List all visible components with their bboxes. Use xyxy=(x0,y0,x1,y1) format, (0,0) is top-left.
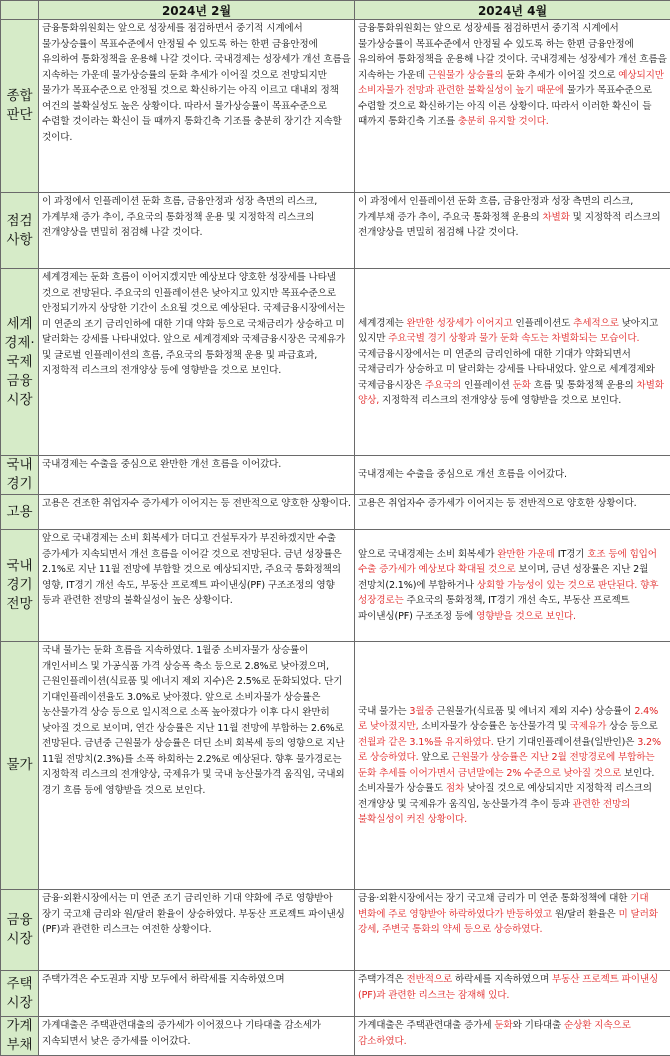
row-category: 고용 xyxy=(1,495,39,530)
changed-text: 예상되지만 소비자물가 전망과 관련한 불확실성이 높기 때문에 xyxy=(358,70,664,97)
text-segment: 원/달러 환율은 xyxy=(552,909,619,920)
text-segment: 금융통화위원회는 앞으로 성장세를 점검하면서 중기적 시계에서 물가상승률이 목표수준에서 안정될 수 있도록 하는 한편 금융안정에 유의하여 통화정책을 운용해 나갈 것이다. 국내경제는 성장세가 개선 흐름을 지속하는 가운데 xyxy=(358,23,667,81)
text-segment: 앞으로 국내경제는 소비 회복세가 xyxy=(358,549,497,560)
changed-text: 부동산 프로젝트 파이낸싱(PF)과 관련한 리스크는 잠재해 있다. xyxy=(358,974,658,1001)
cell-apr xyxy=(355,642,670,890)
changed-text: 3월중 xyxy=(409,706,433,717)
table-row xyxy=(1,495,670,530)
text-segment: 가계대출은 주택관련대출 증가세 xyxy=(358,1020,494,1031)
changed-text: 전반적으로 xyxy=(407,974,453,985)
text-segment: 앞으로 xyxy=(419,752,452,763)
changed-text: 기대 변화에 주로 영향받아 하락하였다가 반등하였고 xyxy=(358,893,649,920)
table-row xyxy=(1,269,670,456)
header-apr: 2024년 4월 xyxy=(355,1,670,20)
changed-text: 점차 xyxy=(446,783,464,794)
text-segment: 하락세를 지속하였으며 xyxy=(452,974,552,985)
text-segment: 보인다. 소비자물가 상승률도 xyxy=(358,768,654,795)
changed-text: 미 달러화 강세, 주변국 통화의 약세 등으로 상승하였다. xyxy=(358,909,658,936)
text-segment: 낮아질 것으로 예상되지만 지정학적 리스크의 전개양상 및 국제유가 움직임, 농산물가격 추이 등과 xyxy=(358,783,652,810)
changed-text: 상회할 가능성이 있는 것으로 판단된다. 향후 성장경로는 xyxy=(358,580,658,607)
text-segment: 둔화 추세가 이어질 것으로 xyxy=(503,70,618,81)
text-segment: 국내 물가는 xyxy=(358,706,409,717)
changed-text: 영향받을 것으로 보인다. xyxy=(476,611,576,622)
cell-feb xyxy=(39,890,355,971)
table-row xyxy=(1,642,670,890)
text-segment: 주택가격은 xyxy=(358,974,407,985)
cell-apr xyxy=(355,193,670,269)
changed-text: 주요국의 xyxy=(425,380,461,391)
changed-text: 충분히 유지할 것이다. xyxy=(458,116,549,127)
text-segment: IT경기 xyxy=(555,549,587,560)
table-row xyxy=(1,530,670,642)
table-row xyxy=(1,193,670,269)
table-row xyxy=(1,456,670,495)
row-category: 국내 경기 xyxy=(1,456,39,495)
changed-text: 완만한 가운데 xyxy=(497,549,555,560)
header-row xyxy=(1,1,670,20)
text-segment: 금융·외환시장에서는 장기 국고채 금리가 미 연준 통화정책에 대한 xyxy=(358,893,630,904)
text-segment: 인플레이션 xyxy=(461,380,512,391)
text-segment: 상승 등으로 xyxy=(606,721,657,732)
changed-text: 완만한 성장세가 이어지고 xyxy=(407,318,513,329)
row-category: 세계 경제· 국제 금융 시장 xyxy=(1,269,39,456)
text-segment: 국제금융시장에서는 미 연준의 금리인하에 대한 기대가 약화되면서 국채금리가 상승하고 미 달러화는 강세를 나타내었다. 앞으로 세계경제와 국제금융시장은 xyxy=(358,349,655,391)
row-category: 가계 부채 xyxy=(1,1017,39,1056)
text-segment: 고용은 견조한 취업자수 증가세가 이어지는 등 전반적으로 양호한 상황이다. xyxy=(42,498,351,509)
text-segment: 주택가격은 수도권과 지방 모두에서 하락세를 지속하였으며 xyxy=(42,974,284,985)
row-category: 종합 판단 xyxy=(1,20,39,193)
cell-apr xyxy=(355,495,670,530)
cell-apr xyxy=(355,1017,670,1056)
cell-feb xyxy=(39,1017,355,1056)
row-category: 주택 시장 xyxy=(1,971,39,1017)
text-segment: 근원물가(식료품 및 에너지 제외 지수) 상승률이 xyxy=(434,706,635,717)
text-segment: 주요국의 통화정책, IT경기 개선 속도, 부동산 프로젝트 파이낸싱(PF) 구조조정 등에 xyxy=(358,595,630,622)
text-segment: 및 지정학적 리스크의 전개양상을 면밀히 점검해 나갈 것이다. xyxy=(358,212,661,239)
table-row xyxy=(1,1017,670,1056)
text-segment: 인플레이션도 xyxy=(513,318,574,329)
changed-text: 관련한 전망의 불확실성이 커진 상황이다. xyxy=(358,799,630,826)
cell-apr xyxy=(355,20,670,193)
text-segment: 소비자물가 상승률은 농산물가격 및 xyxy=(419,721,570,732)
text-segment: 국내 물가는 둔화 흐름을 지속하였다. 1월중 소비자물가 상승률이 개인서비스 및 가공식품 가격 상승폭 축소 등으로 2.8%로 낮아졌으며, 근원인플레이션(식료품 및 에너지 제외 지수)은 2.5%로 둔화되었다. 단기 기대인플레이션율도 3.0%로 낮아졌다. 앞으로 소비자물가 상승률은 농산물가격 상승 등으로 일시적으로 소폭 높아졌다가 이후 다시 완만히 낮아질 것으로 보이며, 연간 상승률은 지난 11월 전망에 부합하는 2.6%로 전망된다. 금년중 근원물가 상승률은 더딘 소비 회복세 등의 영향으로 지난 11월 전망치(2.3%)를 소폭 하회하는 2.2%로 예상된다. 향후 물가경로는 지정학적 리스크의 전개양상, 국제유가 및 국내 농산물가격 움직임, 국내외 경기 흐름 등에 영향받을 것으로 보인다. xyxy=(42,645,345,796)
text-segment: 이 과정에서 인플레이션 둔화 흐름, 금융안정과 성장 측면의 리스크, 가계부채 증가 추이, 주요국의 통화정책 운용 및 지정학적 리스크의 전개양상을 면밀히 점검해 나갈 것이다. xyxy=(42,196,317,238)
cell-apr xyxy=(355,971,670,1017)
table-row xyxy=(1,890,670,971)
row-category: 금융 시장 xyxy=(1,890,39,971)
text-segment: 고용은 취업자수 증가세가 이어지는 등 전반적으로 양호한 상황이다. xyxy=(358,498,637,509)
table-row xyxy=(1,971,670,1017)
changed-text: 둔화 xyxy=(494,1020,512,1031)
text-segment: 국내경제는 수출을 중심으로 완만한 개선 흐름을 이어갔다. xyxy=(42,459,281,470)
cell-apr xyxy=(355,530,670,642)
header-feb: 2024년 2월 xyxy=(39,1,355,20)
row-category: 물가 xyxy=(1,642,39,890)
text-segment: 금융·외환시장에서는 미 연준 조기 금리인하 기대 약화에 주로 영향받아 장기 국고채 금리와 원/달러 환율이 상승하였다. 부동산 프로젝트 파이낸싱(PF)과 관련한 리스크는 여전한 상황이다. xyxy=(42,893,345,935)
changed-text: 호조 등에 힘입어 수출 증가세가 예상보다 확대될 것으로 xyxy=(358,549,657,576)
text-segment: 낮아지고 있지만 xyxy=(358,318,658,345)
cell-apr xyxy=(355,890,670,971)
text-segment: 흐름 및 통화정책 운용의 xyxy=(531,380,637,391)
cell-feb xyxy=(39,269,355,456)
cell-feb xyxy=(39,642,355,890)
text-segment: 국내경제는 수출을 중심으로 개선 흐름을 이어갔다. xyxy=(358,469,567,480)
cell-feb xyxy=(39,530,355,642)
text-segment: 지정학적 리스크의 전개양상 등에 영향받을 것으로 보인다. xyxy=(379,395,621,406)
cell-feb xyxy=(39,971,355,1017)
header-blank xyxy=(1,1,39,20)
changed-text: 차별화 양상, xyxy=(358,380,664,407)
cell-feb xyxy=(39,456,355,495)
table-row xyxy=(1,20,670,193)
text-segment: 물가가 목표수준으로 수렴할 것으로 확신하기는 아직 이른 상황이다. 따라서 이러한 확신이 들 때까지 통화긴축 기조를 xyxy=(358,85,652,127)
changed-text: 추세적으로 xyxy=(573,318,619,329)
text-segment: 가계대출은 주택관련대출의 증가세가 이어졌으나 기타대출 감소세가 지속되면서 낮은 증가세를 이어갔다. xyxy=(42,1020,321,1047)
text-segment: 앞으로 국내경제는 소비 회복세가 더디고 건설투자가 부진하겠지만 수출 증가세가 지속되면서 개선 흐름을 이어갈 것으로 전망된다. 금년 성장률은 2.1%로 지난 11월 전망에 부합할 것으로 예상되지만, 주요국 통화정책의 영향, IT경기 개선 속도, 부동산 프로젝트 파이낸싱(PF) 구조조정의 영향 등과 관련한 전망의 불확실성이 높은 상황이다. xyxy=(42,533,342,606)
text-segment: 이 과정에서 인플레이션 둔화 흐름, 금융안정과 성장 측면의 리스크, 가계부채 증가 추이, 주요국 통화정책 운용의 xyxy=(358,196,633,223)
changed-text: 3.2%로 상승하였다. xyxy=(358,737,661,764)
text-segment: 와 기타대출 xyxy=(513,1020,564,1031)
row-category: 국내 경기 전망 xyxy=(1,530,39,642)
changed-text: 2.4%로 낮아졌지만, xyxy=(358,706,658,733)
changed-text: 근원물가 상승률의 xyxy=(428,70,504,81)
changed-text: 순상환 지속으로 감소하였다. xyxy=(358,1020,631,1047)
text-segment: 금융통화위원회는 앞으로 성장세를 점검하면서 중기적 시계에서 물가상승률이 목표수준에서 안정될 수 있도록 하는 한편 금융안정에 유의하여 통화정책을 운용해 나갈 것이다. 국내경제는 성장세가 개선 흐름을 지속하는 가운데 물가상승률의 둔화 추세가 이어질 것으로 전망되지만 물가가 목표수준으로 안정될 것으로 확신하기는 아직 이르고 대내외 정책 여건의 불확실성도 높은 상황이다. 따라서 물가상승률이 목표수준으로 수렴할 것이라는 확신이 들 때까지 통화긴축 기조를 충분히 장기간 지속할 것이다. xyxy=(42,23,351,143)
text-segment: 보이며, 금년 성장률은 지난 2월 전망치(2.1%)에 부합하거나 xyxy=(358,564,648,591)
text-segment: 세계경제는 둔화 흐름이 이어지겠지만 예상보다 양호한 성장세를 나타낼 것으로 전망된다. 주요국의 인플레이션은 낮아지고 있지만 목표수준으로 안정되기까지 상당한 기간이 소요될 것으로 예상된다. 국제금융시장에서는 미 연준의 조기 금리인하에 대한 기대 약화 등으로 국채금리가 상승하고 미 달러화는 강세를 나타내었다. 앞으로 세계경제와 국제금융시장은 국제유가 및 글로벌 인플레이션의 흐름, 주요국의 통화정책 운용 및 파급효과, 지정학적 리스크의 전개양상 등에 영향받을 것으로 보인다. xyxy=(42,272,345,376)
cell-apr xyxy=(355,456,670,495)
cell-feb xyxy=(39,495,355,530)
text-segment: 세계경제는 xyxy=(358,318,407,329)
cell-apr xyxy=(355,269,670,456)
cell-feb xyxy=(39,20,355,193)
row-category: 점검 사항 xyxy=(1,193,39,269)
changed-text: 전월과 같은 3.1%를 유지하였다. xyxy=(358,737,494,748)
changed-text: 주요국별 경기 상황과 물가 둔화 속도는 차별화되는 모습이다. xyxy=(388,333,639,344)
cell-feb xyxy=(39,193,355,269)
changed-text: 둔화 xyxy=(513,380,531,391)
text-segment: 단기 기대인플레이션율(일반인)은 xyxy=(494,737,638,748)
changed-text: 차별화 xyxy=(542,212,569,223)
changed-text: 국제유가 xyxy=(570,721,606,732)
changed-text: 근원물가 상승률은 지난 2월 전망경로에 부합하는 둔화 추세를 이어가면서 금년말에는 2% 수준으로 낮아질 것으로 xyxy=(358,752,654,779)
